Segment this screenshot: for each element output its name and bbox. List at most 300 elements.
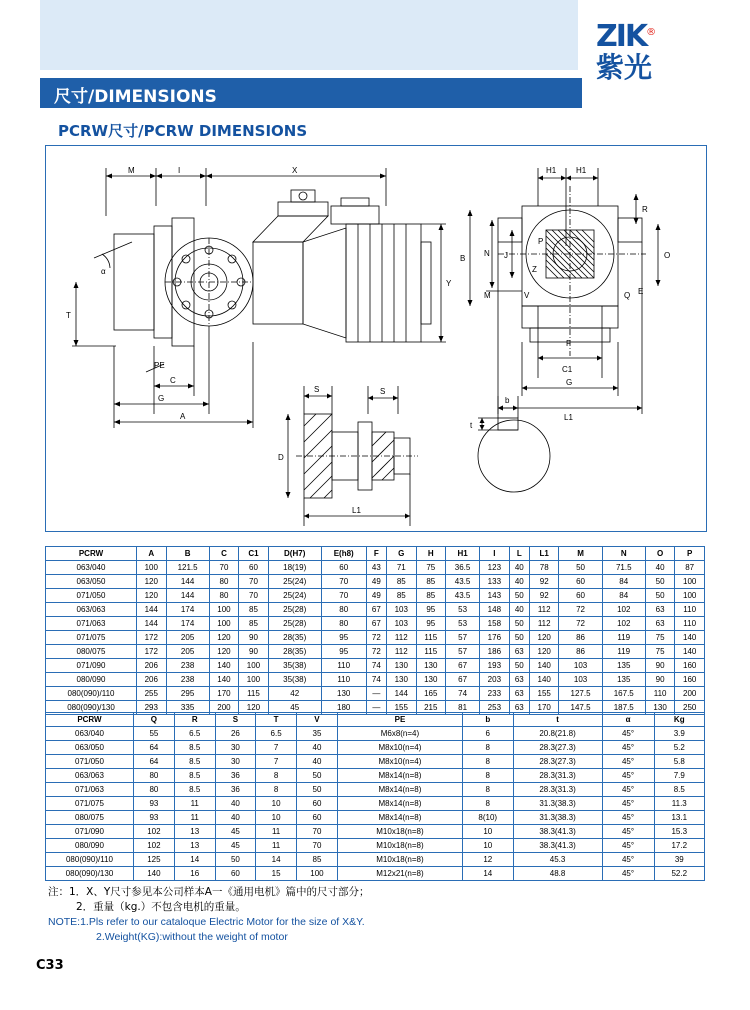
table-cell: 8.5: [654, 783, 704, 797]
table-cell: 74: [366, 659, 386, 673]
table-cell: 110: [675, 617, 705, 631]
table-cell: 45°: [602, 741, 654, 755]
svg-text:B: B: [460, 254, 466, 263]
table-cell: 90: [239, 645, 269, 659]
table-row: [46, 603, 705, 617]
col-header: E(h8): [321, 547, 366, 561]
table-cell: 80: [133, 783, 174, 797]
table-cell: 40: [297, 741, 338, 755]
table-cell: 158: [480, 617, 510, 631]
table-cell: 31.3(38.3): [513, 797, 602, 811]
table-cell: 42: [268, 687, 321, 701]
table-cell: 130: [387, 673, 417, 687]
table-cell: 071/090: [46, 659, 137, 673]
table-cell: 75: [645, 645, 675, 659]
table-cell: 140: [529, 673, 559, 687]
table-cell: 140: [209, 673, 239, 687]
table-cell: 063/050: [46, 575, 137, 589]
table-cell: 8: [462, 783, 513, 797]
table-cell: 11: [256, 825, 297, 839]
table-cell: 080/075: [46, 645, 137, 659]
table-row: [46, 825, 705, 839]
table-cell: 57: [446, 645, 480, 659]
svg-text:Y: Y: [446, 279, 452, 288]
table-cell: 64: [133, 755, 174, 769]
table-cell: 45°: [602, 867, 654, 881]
table-cell: 70: [297, 839, 338, 853]
table-cell: 115: [416, 631, 446, 645]
table-cell: 10: [462, 839, 513, 853]
table-cell: —: [366, 687, 386, 701]
svg-text:M: M: [484, 291, 491, 300]
table-cell: 071/063: [46, 617, 137, 631]
section-title-bar: [40, 78, 576, 108]
table-row: [46, 561, 705, 575]
table-cell: 45.3: [513, 853, 602, 867]
svg-text:S: S: [380, 387, 386, 396]
table-cell: 14: [174, 853, 215, 867]
table-cell: 63: [645, 603, 675, 617]
table-cell: 67: [446, 673, 480, 687]
svg-text:α: α: [101, 267, 106, 276]
table-cell: 250: [675, 701, 705, 715]
table-cell: 28(35): [268, 631, 321, 645]
table-cell: 40: [509, 561, 529, 575]
table-row: [46, 687, 705, 701]
table-cell: 80: [321, 617, 366, 631]
table-cell: 125: [133, 853, 174, 867]
table-cell: 45: [215, 825, 256, 839]
table-cell: 140: [675, 645, 705, 659]
table-cell: 80: [133, 769, 174, 783]
table-cell: 28.3(31.3): [513, 783, 602, 797]
table-cell: 080(090)/130: [46, 701, 137, 715]
table-cell: 17.2: [654, 839, 704, 853]
section-title: 尺寸/DIMENSIONS: [54, 87, 217, 107]
table-cell: 5.2: [654, 741, 704, 755]
table-cell: 112: [529, 603, 559, 617]
col-header: B: [166, 547, 209, 561]
table-cell: 133: [480, 575, 510, 589]
table-cell: 8.5: [174, 741, 215, 755]
table-row: [46, 727, 705, 741]
table-row: [46, 659, 705, 673]
table-row: [46, 797, 705, 811]
table-cell: 38.3(41.3): [513, 839, 602, 853]
table-cell: 45°: [602, 727, 654, 741]
table-cell: 48.8: [513, 867, 602, 881]
table-cell: 80: [209, 589, 239, 603]
table-cell: 40: [215, 797, 256, 811]
table-cell: 8(10): [462, 811, 513, 825]
table-cell: 100: [137, 561, 167, 575]
table-cell: 100: [675, 575, 705, 589]
table-cell: 36: [215, 783, 256, 797]
table-cell: 50: [297, 769, 338, 783]
table-cell: 063/040: [46, 561, 137, 575]
table-cell: 144: [137, 603, 167, 617]
col-header: H: [416, 547, 446, 561]
table-cell: 063/063: [46, 769, 134, 783]
table-cell: 063/050: [46, 741, 134, 755]
table-cell: 50: [645, 575, 675, 589]
table-cell: 40: [645, 561, 675, 575]
table-cell: 85: [387, 589, 417, 603]
table-cell: 50: [509, 631, 529, 645]
table-cell: 167.5: [602, 687, 645, 701]
table-cell: 70: [239, 589, 269, 603]
note-cn-1: 注：1．X、Y尺寸参见本公司样本A一《通用电机》篇中的尺寸部分；: [48, 886, 370, 898]
table-cell: 63: [645, 617, 675, 631]
table-cell: 95: [321, 631, 366, 645]
col-header: L1: [529, 547, 559, 561]
table-cell: 110: [645, 687, 675, 701]
table-cell: 70: [297, 825, 338, 839]
col-header: PE: [337, 713, 462, 727]
col-header: S: [215, 713, 256, 727]
col-header: t: [513, 713, 602, 727]
table-cell: 119: [602, 631, 645, 645]
svg-text:L1: L1: [352, 506, 361, 515]
table-cell: 40: [215, 811, 256, 825]
table-cell: 174: [166, 617, 209, 631]
page-number: C33: [36, 958, 64, 973]
table-cell: M8x14(n=8): [337, 769, 462, 783]
table-cell: 63: [509, 687, 529, 701]
table-cell: 203: [480, 673, 510, 687]
table-cell: 10: [256, 811, 297, 825]
table-cell: 11.3: [654, 797, 704, 811]
svg-text:b: b: [505, 396, 510, 405]
table-cell: 78: [529, 561, 559, 575]
table-cell: 93: [133, 811, 174, 825]
svg-text:X: X: [292, 166, 298, 175]
logo-mark-letters: ZIK: [596, 19, 647, 54]
table-cell: 45°: [602, 783, 654, 797]
table-cell: 071/050: [46, 755, 134, 769]
table-cell: 205: [166, 631, 209, 645]
table-cell: 8: [462, 769, 513, 783]
table-cell: 63: [509, 645, 529, 659]
table-cell: 6.5: [174, 727, 215, 741]
table-cell: 115: [239, 687, 269, 701]
table-cell: 10: [256, 797, 297, 811]
note-en-2: 2.Weight(KG):without the weight of motor: [96, 931, 288, 943]
table-cell: 102: [602, 603, 645, 617]
table-cell: 28.3(27.3): [513, 741, 602, 755]
col-header: Q: [133, 713, 174, 727]
col-header: b: [462, 713, 513, 727]
table-cell: 90: [239, 631, 269, 645]
table-cell: 35(38): [268, 673, 321, 687]
table-cell: 200: [675, 687, 705, 701]
table-cell: 50: [215, 853, 256, 867]
table-cell: 112: [387, 645, 417, 659]
table-cell: 100: [297, 867, 338, 881]
table-cell: 93: [133, 797, 174, 811]
table-cell: 95: [416, 603, 446, 617]
table-cell: 13: [174, 825, 215, 839]
table-cell: 10: [462, 825, 513, 839]
table-cell: 80: [321, 603, 366, 617]
table-cell: 080(090)/130: [46, 867, 134, 881]
table-cell: 071/050: [46, 589, 137, 603]
svg-text:R: R: [642, 205, 648, 214]
table-cell: 70: [321, 575, 366, 589]
col-header: PCRW: [46, 713, 134, 727]
table-cell: 60: [297, 811, 338, 825]
table-cell: 174: [166, 603, 209, 617]
table-cell: 103: [559, 659, 602, 673]
svg-text:A: A: [180, 412, 186, 421]
table-cell: 123: [480, 561, 510, 575]
col-header: O: [645, 547, 675, 561]
table-cell: 50: [297, 783, 338, 797]
table-cell: 120: [137, 589, 167, 603]
svg-text:S: S: [314, 385, 320, 394]
table-cell: 205: [166, 645, 209, 659]
table-cell: 72: [366, 631, 386, 645]
table-cell: 85: [297, 853, 338, 867]
table-cell: 8: [256, 769, 297, 783]
table-cell: 45°: [602, 811, 654, 825]
page-subtitle: PCRW尺寸/PCRW DIMENSIONS: [58, 122, 308, 140]
table-cell: 16: [174, 867, 215, 881]
table-cell: 36: [215, 769, 256, 783]
table-cell: 170: [209, 687, 239, 701]
table-cell: 233: [480, 687, 510, 701]
table-cell: 15: [256, 867, 297, 881]
table-cell: 120: [529, 631, 559, 645]
table-cell: 84: [602, 589, 645, 603]
table-cell: 100: [239, 659, 269, 673]
svg-text:t: t: [470, 421, 473, 430]
table-cell: 20.8(21.8): [513, 727, 602, 741]
table-cell: 36.5: [446, 561, 480, 575]
svg-text:G: G: [566, 378, 573, 387]
table-cell: 85: [387, 575, 417, 589]
col-header: N: [602, 547, 645, 561]
table-cell: 80: [209, 575, 239, 589]
table-row: [46, 853, 705, 867]
table-cell: 206: [137, 673, 167, 687]
col-header: Kg: [654, 713, 704, 727]
table-cell: 35(38): [268, 659, 321, 673]
table-cell: 60: [239, 561, 269, 575]
table-cell: 100: [209, 603, 239, 617]
note-en-1: NOTE:1.Pls refer to our cataloque Electric Motor for the size of X&Y.: [48, 916, 365, 928]
table-cell: 85: [239, 603, 269, 617]
table-cell: 335: [166, 701, 209, 715]
table-cell: 103: [387, 617, 417, 631]
table-cell: 071/090: [46, 825, 134, 839]
table-cell: 31.3(38.3): [513, 811, 602, 825]
table-cell: 238: [166, 673, 209, 687]
table-header-row: [46, 547, 705, 561]
table-row: [46, 673, 705, 687]
table-cell: 49: [366, 575, 386, 589]
table-cell: 186: [480, 645, 510, 659]
table-cell: 25(24): [268, 575, 321, 589]
table-cell: 110: [321, 659, 366, 673]
table-cell: 100: [239, 673, 269, 687]
table-cell: 140: [675, 631, 705, 645]
svg-text:T: T: [66, 311, 71, 320]
table-cell: 071/075: [46, 631, 137, 645]
logo-chinese-name: 紫光: [596, 51, 653, 84]
table-cell: 293: [137, 701, 167, 715]
table-cell: 135: [602, 673, 645, 687]
svg-text:V: V: [524, 291, 530, 300]
table-cell: 6.5: [256, 727, 297, 741]
svg-text:P: P: [538, 237, 544, 246]
table-cell: 112: [529, 617, 559, 631]
table-cell: 30: [215, 741, 256, 755]
table-cell: 60: [215, 867, 256, 881]
table-cell: 45°: [602, 825, 654, 839]
table-cell: 180: [321, 701, 366, 715]
table-cell: 30: [215, 755, 256, 769]
table-cell: 144: [166, 575, 209, 589]
svg-text:O: O: [664, 251, 671, 260]
table-cell: 103: [559, 673, 602, 687]
table-cell: 90: [645, 673, 675, 687]
table-cell: 103: [387, 603, 417, 617]
table-cell: 6: [462, 727, 513, 741]
table-cell: 130: [645, 701, 675, 715]
table-cell: 14: [256, 853, 297, 867]
svg-text:H1: H1: [576, 166, 587, 175]
table-cell: 70: [239, 575, 269, 589]
table-cell: 172: [137, 631, 167, 645]
table-cell: 40: [297, 755, 338, 769]
table-cell: 75: [416, 561, 446, 575]
col-header: P: [675, 547, 705, 561]
table-cell: 92: [529, 575, 559, 589]
table-cell: 165: [416, 687, 446, 701]
logo-registered-icon: ®: [646, 27, 655, 38]
table-cell: 5.8: [654, 755, 704, 769]
svg-text:I: I: [178, 166, 181, 175]
table-cell: M10x18(n=8): [337, 825, 462, 839]
table-cell: 71: [387, 561, 417, 575]
table-cell: 81: [446, 701, 480, 715]
table-cell: 110: [321, 673, 366, 687]
table-cell: 7.9: [654, 769, 704, 783]
table-cell: 071/063: [46, 783, 134, 797]
table-cell: 13.1: [654, 811, 704, 825]
table-cell: 50: [509, 659, 529, 673]
table-cell: 40: [509, 575, 529, 589]
table-cell: 170: [529, 701, 559, 715]
table-cell: 160: [675, 673, 705, 687]
table-row: [46, 783, 705, 797]
company-logo: [596, 18, 736, 82]
table-cell: 28(35): [268, 645, 321, 659]
table-cell: 8: [256, 783, 297, 797]
table-row: [46, 811, 705, 825]
table-cell: M12x21(n=8): [337, 867, 462, 881]
table-cell: 119: [602, 645, 645, 659]
col-header: C: [209, 547, 239, 561]
table-cell: 080/090: [46, 673, 137, 687]
table-cell: 45°: [602, 839, 654, 853]
dimensions-table-1: [45, 546, 705, 715]
table-cell: 43.5: [446, 589, 480, 603]
note-cn-2: 2．重量（kg.）不包含电机的重量。: [76, 901, 246, 913]
svg-text:N: N: [484, 249, 490, 258]
table-cell: 8: [462, 797, 513, 811]
table-cell: 92: [529, 589, 559, 603]
table-cell: 85: [416, 575, 446, 589]
table-cell: M8x14(n=8): [337, 811, 462, 825]
table-cell: 8: [462, 741, 513, 755]
table-cell: 144: [387, 687, 417, 701]
col-header: T: [256, 713, 297, 727]
table-cell: 11: [256, 839, 297, 853]
table-cell: 155: [387, 701, 417, 715]
table-cell: 120: [209, 645, 239, 659]
table-cell: 53: [446, 617, 480, 631]
col-header: C1: [239, 547, 269, 561]
table-cell: 080/075: [46, 811, 134, 825]
table-cell: 64: [133, 741, 174, 755]
table-cell: 121.5: [166, 561, 209, 575]
svg-text:M: M: [128, 166, 135, 175]
table-cell: 130: [416, 659, 446, 673]
table-cell: 7: [256, 741, 297, 755]
logo-mark-text: [596, 18, 736, 52]
table-cell: 60: [559, 575, 602, 589]
table-cell: 67: [446, 659, 480, 673]
col-header: A: [137, 547, 167, 561]
table-cell: 28.3(31.3): [513, 769, 602, 783]
section-title-bar-tail: [576, 78, 582, 108]
table-cell: 140: [209, 659, 239, 673]
table-cell: 155: [529, 687, 559, 701]
table-cell: 60: [297, 797, 338, 811]
table-cell: M10x18(n=8): [337, 853, 462, 867]
table-cell: 45: [215, 839, 256, 853]
table-cell: 86: [559, 631, 602, 645]
svg-text:F: F: [566, 339, 571, 348]
table-cell: 57: [446, 631, 480, 645]
table-cell: 49: [366, 589, 386, 603]
table-cell: 50: [509, 617, 529, 631]
table-cell: 176: [480, 631, 510, 645]
table-cell: 253: [480, 701, 510, 715]
table-cell: 95: [416, 617, 446, 631]
table-cell: 90: [645, 659, 675, 673]
dimension-drawing: [46, 146, 704, 529]
table-row: [46, 617, 705, 631]
svg-text:D: D: [278, 453, 284, 462]
col-header: V: [297, 713, 338, 727]
table-cell: 100: [209, 617, 239, 631]
table-cell: 127.5: [559, 687, 602, 701]
table-row: [46, 769, 705, 783]
table-cell: 55: [133, 727, 174, 741]
drawing-frame: [45, 145, 707, 532]
table-cell: 110: [675, 603, 705, 617]
top-banner-left-gap: [0, 0, 40, 70]
table-cell: 43: [366, 561, 386, 575]
table-cell: 238: [166, 659, 209, 673]
col-header: F: [366, 547, 386, 561]
table-cell: 70: [209, 561, 239, 575]
table-row: [46, 741, 705, 755]
table-cell: 115: [416, 645, 446, 659]
